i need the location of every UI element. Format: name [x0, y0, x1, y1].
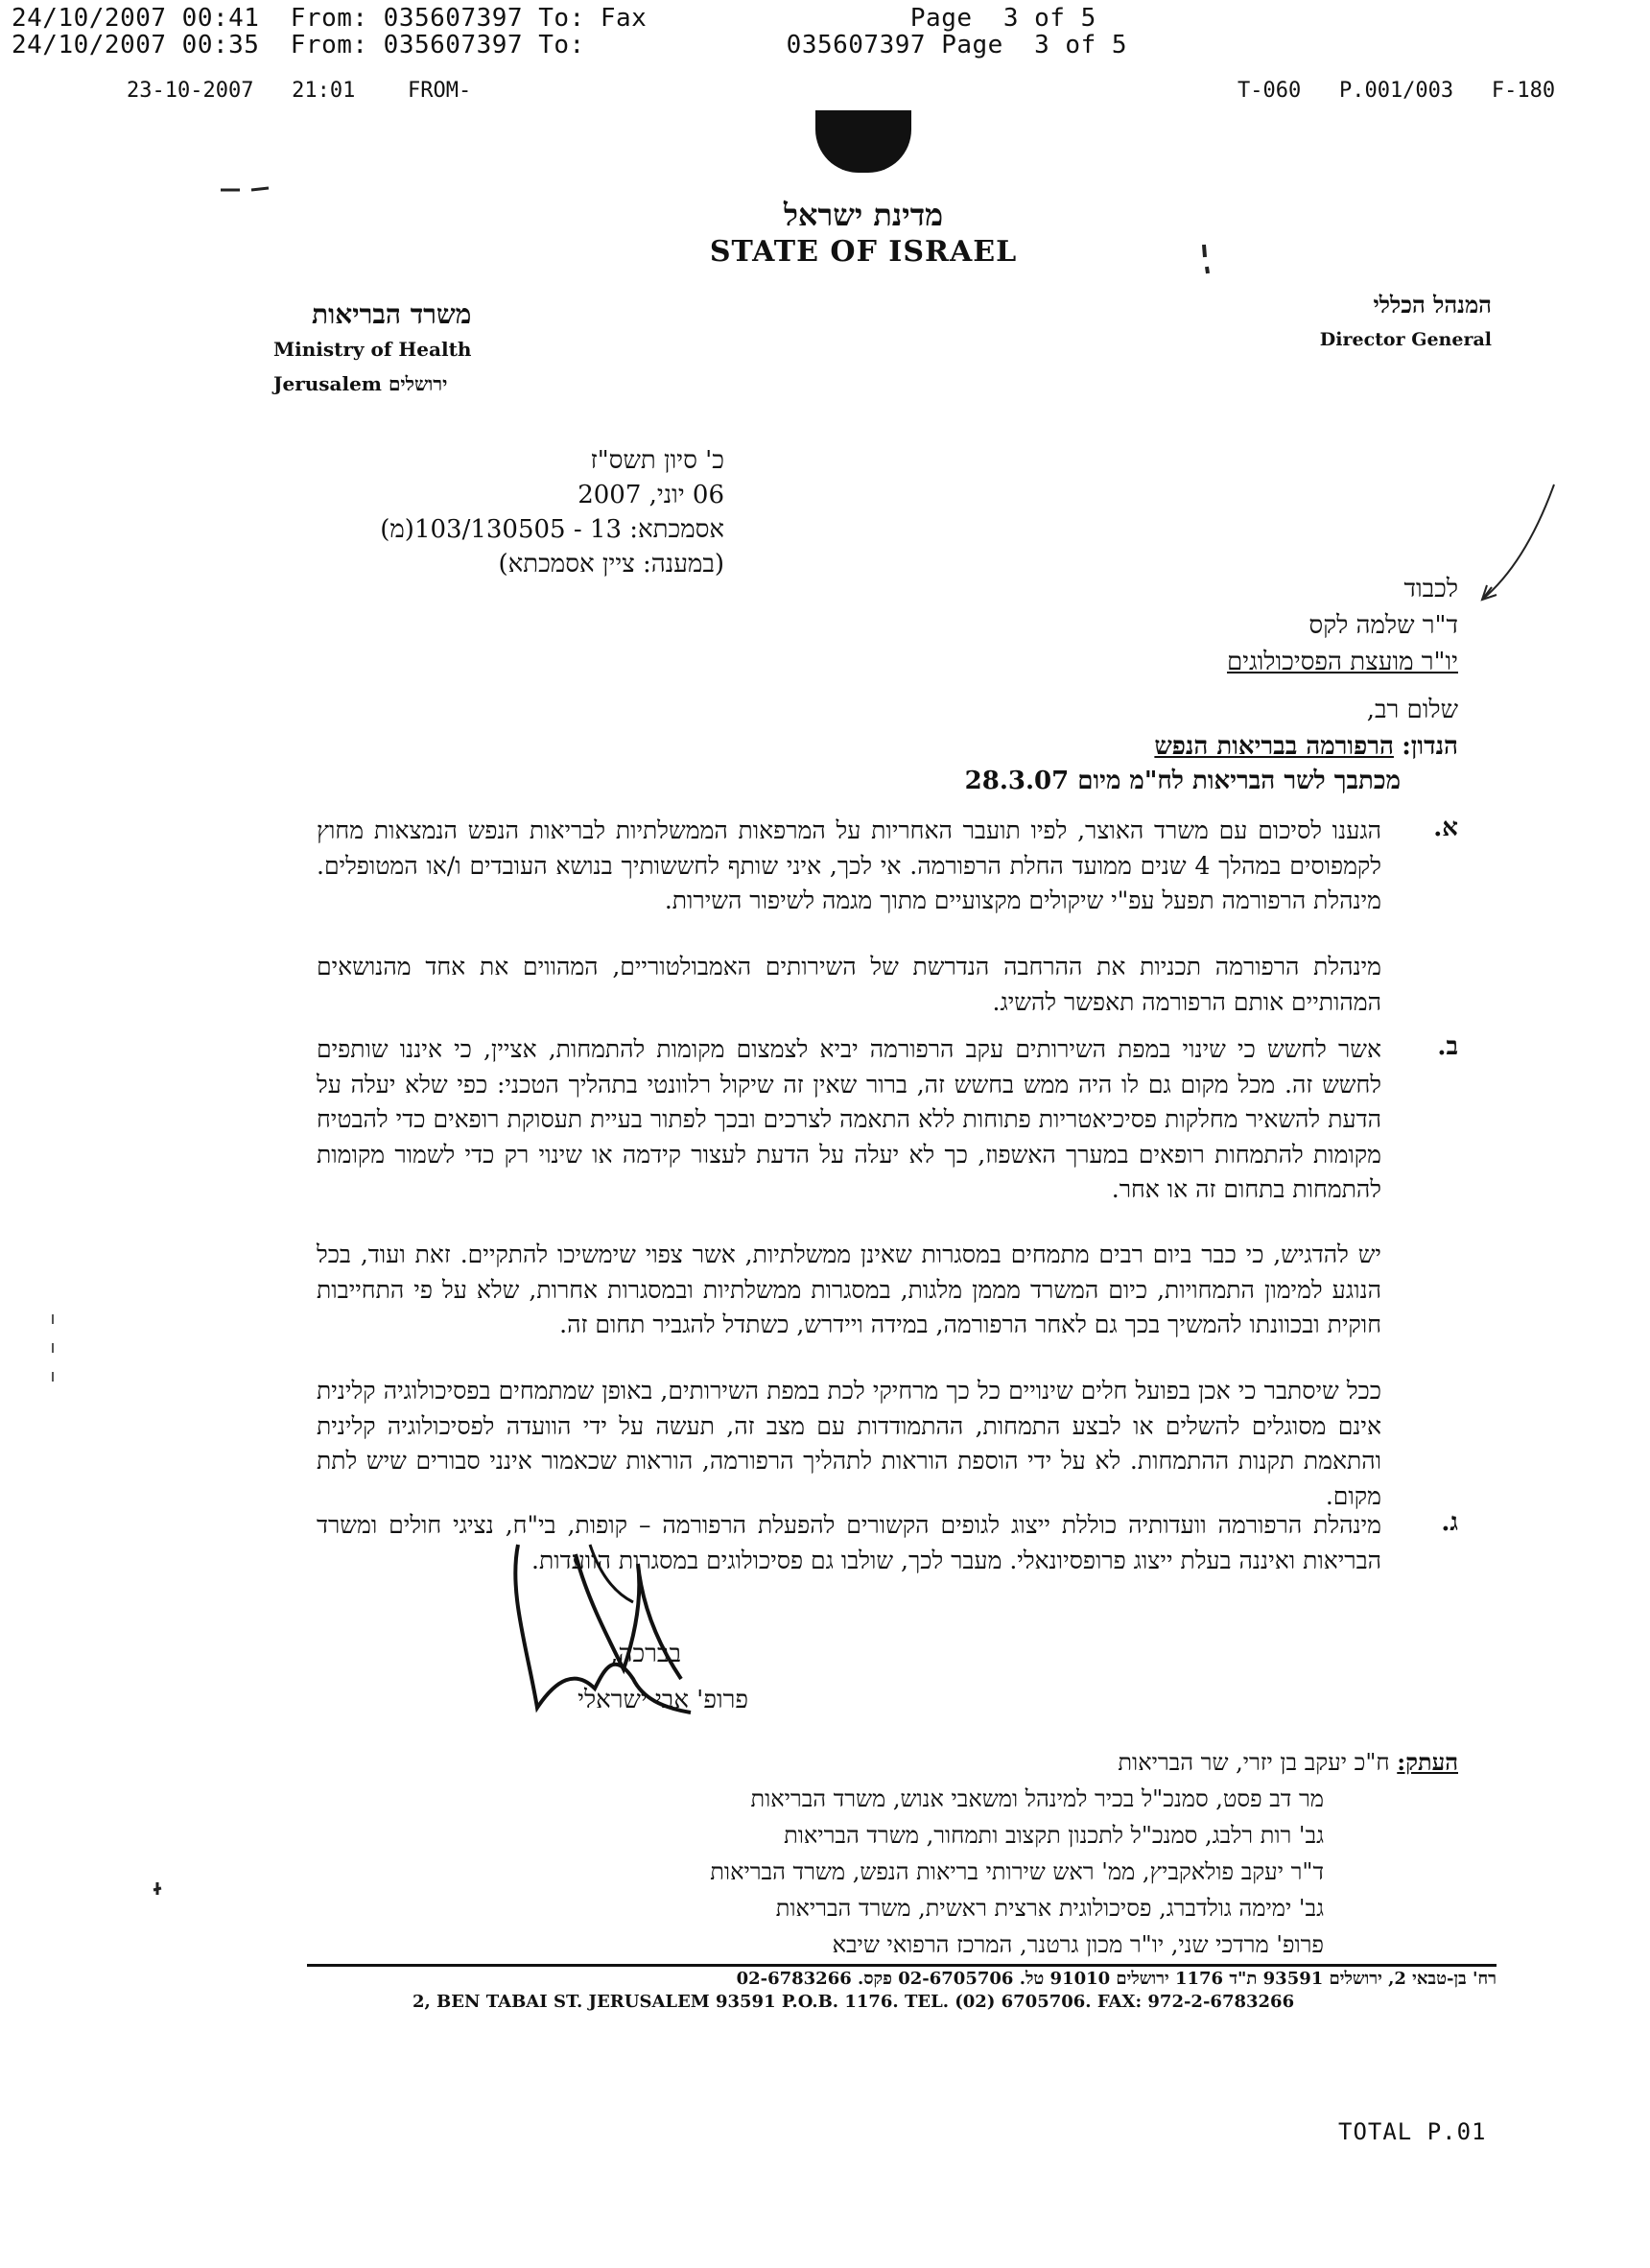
machine-date-time: 23-10-2007 21:01 — [127, 79, 356, 103]
cc-line: פרופ' מרדכי שני, יו"ר מכון גרטנר, המרכז הרפואי שיבא — [832, 1931, 1324, 1958]
addressee-to: לכבוד — [1403, 575, 1458, 603]
state-name-english: STATE OF ISRAEL — [709, 235, 1018, 269]
director-general-hebrew: המנהל הכללי — [1373, 291, 1492, 319]
addressee-block — [883, 571, 1458, 728]
paragraph: ככל שיסתבר כי אכן בפועל חלים שינויים כל כך מרחיקי לכת במפת השירותים, באופן שמתמחים בפסיכולוגיה קלינית אינם מסוגלים להשלים או לבצע התמחות, ההתמודדות עם מצב זה, תעשה על ידי הוועדה לפסיכולוגיה קלינית והתאמת תקנות ההתמחות. לא על ידי הוספת הוראות לתהליך הרפורמה, הוראות שכאמור אינני סבורים שיש לתת מקום. — [317, 1377, 1381, 1510]
footer-address-hebrew: רח' בן-טבאי 2, ירושלים 93591 ת"ד 1176 ירושלים 91010 טל. 02-6705706 פקס. 02-6783266 — [736, 1969, 1497, 1989]
section-marker-b: ב. — [1437, 1032, 1458, 1061]
reply-note: (במענה: ציין אסמכתא) — [498, 550, 724, 579]
addressee-title: יו"ר מועצת הפסיכולוגים — [1227, 648, 1458, 676]
section-marker-a: א. — [1433, 814, 1458, 842]
paragraph: הגענו לסיכום עם משרד האוצר, לפיו תועבר האחריות על המרפאות הממשלתיות לבריאות הנפש הנמצאות מחוץ לקמפוסים במהלך 4 שנים ממועד החלת הרפורמה. אי לכך, איני שותף לחששותיך בנושא העובדים ו/או המטופלים. מינהלת הרפורמה תפעל עפ"י שיקולים מקצועיים מתוך מגמה לשיפור השירות. — [317, 816, 1381, 914]
fax-header-line-2: 24/10/2007 00:35 From: 035607397 To: 035607397 Page 3 of 5 — [12, 31, 1128, 59]
cc-line: ד"ר יעקב פולאקביץ, ממ' ראש שירותי בריאות הנפש, משרד הבריאות — [710, 1858, 1324, 1885]
subject-label: הנדון: — [1402, 732, 1458, 761]
subject-block — [595, 729, 1458, 798]
fax-header-line-1: 24/10/2007 00:41 From: 035607397 To: Fax Page 3 of 5 — [12, 4, 1096, 33]
paragraph: מינהלת הרפורמה וועדותיה כוללת ייצוג לגופים הקשורים להפעלת הרפורמה – קופות, בי"ח, נציגי חולים ומשרד הבריאות ואיננה בעלת ייצוג פרופסיונאלי. מעבר לכך, שולבו גם פסיכולוגים במסגרות הוועדות. — [317, 1511, 1381, 1574]
cc-line: ח"כ יעקב בן יזרי, שר הבריאות — [1118, 1749, 1390, 1776]
date-block — [321, 443, 724, 581]
cc-label: העתק: — [1397, 1748, 1458, 1776]
hebrew-date: כ' סיון תשס"ז — [590, 446, 724, 475]
signer-name: פרופ' אבי ישראלי — [578, 1686, 748, 1714]
gregorian-date: 06 יוני, 2007 — [578, 481, 724, 509]
section-marker-c: ג. — [1441, 1508, 1458, 1537]
footer-divider — [307, 1964, 1497, 1967]
machine-from: FROM- — [408, 79, 472, 103]
machine-codes: T-060 P.001/003 F-180 — [1238, 79, 1556, 103]
greeting: שלום רב, — [1366, 696, 1458, 724]
closing-regards: בברכה, — [610, 1640, 681, 1668]
paragraph: אשר לחשש כי שינוי במפת השירותים עקב הרפורמה יביא לצמצום מקומות להתמחות, אציין, כי איננו שותפים לחשש זה. מכל מקום גם לו היה ממש בחשש זה, ברור שאין זה שיקול רלוונטי בתהליך הטכני: כפי שלא יעלה על הדעת להשאיר מחלקות פסיכיאטריות פתוחות ללא התאמה לצרכים ובכך לפתור בעיית תעסוקת רופאים כדי להבטיח מקומות להתמחות רופאים במערך האשפוז, כך לא יעלה על הדעת לעצור קידמה או שינוי רק כדי לשמור מקומות להתמחות בתחום זה או אחר. — [317, 1035, 1381, 1203]
subject-sub: מכתבך לשר הבריאות לח"מ מיום 28.3.07 — [964, 767, 1401, 795]
footer-address-english: 2, BEN TABAI ST. JERUSALEM 93591 P.O.B. 1176. TEL. (02) 6705706. FAX: 972-2-6783266 — [412, 1992, 1295, 2012]
handwritten-signature — [499, 1535, 719, 1727]
ministry-name-hebrew: משרד הבריאות — [312, 298, 472, 330]
cc-line: מר דב פסט, סמנכ"ל בכיר למינהל ומשאבי אנוש, משרד הבריאות — [750, 1785, 1324, 1812]
addressee-name: ד"ר שלמה לקס — [1308, 611, 1458, 640]
cc-block — [259, 1744, 1458, 1963]
director-general-english: Director General — [1319, 329, 1492, 350]
ministry-city: Jerusalem ירושלים — [273, 372, 448, 395]
cc-line: גב' רות רלבג, סמנכ"ל לתכנון תקצוב ותמחור, משרד הבריאות — [784, 1822, 1324, 1849]
total-pages: TOTAL P.01 — [1338, 2118, 1487, 2145]
state-name-hebrew: מדינת ישראל — [783, 197, 944, 233]
subject-topic: הרפורמה בבריאות הנפש — [1154, 732, 1394, 761]
state-emblem-icon — [815, 110, 911, 173]
reference-number: אסמכתא: 13 - 103/130505(מ) — [380, 515, 724, 544]
director-general-block — [1242, 288, 1492, 357]
ministry-block — [273, 297, 471, 401]
ministry-name-english: Ministry of Health — [273, 338, 472, 361]
paragraph: מינהלת הרפורמה תכניות את ההרחבה הנדרשת של השירותים האמבולטוריים, המהווים את אחד מהנושאים המהותיים אותם הרפורמה תאפשר להשיג. — [317, 953, 1381, 1016]
cc-line: גב' ימימה גולדברג, פסיכולוגית ארצית ראשית, משרד הבריאות — [775, 1895, 1324, 1922]
paragraph: יש להדגיש, כי כבר ביום רבים מתמחים במסגרות שאינן ממשלתיות, אשר צפוי שימשיכו להתקיים. זאת ועוד, בכל הנוגע למימון התמחויות, כיום המשרד מממן מלגות, במסגרות ממשלתיות ובמסגרות אחרות, שלא על פי התחייבות חוקית ובכוונתו להמשיך בכך גם לאחר הרפורמה, במידה ויידרש, כשתדל להגביר תחום זה. — [317, 1240, 1381, 1338]
